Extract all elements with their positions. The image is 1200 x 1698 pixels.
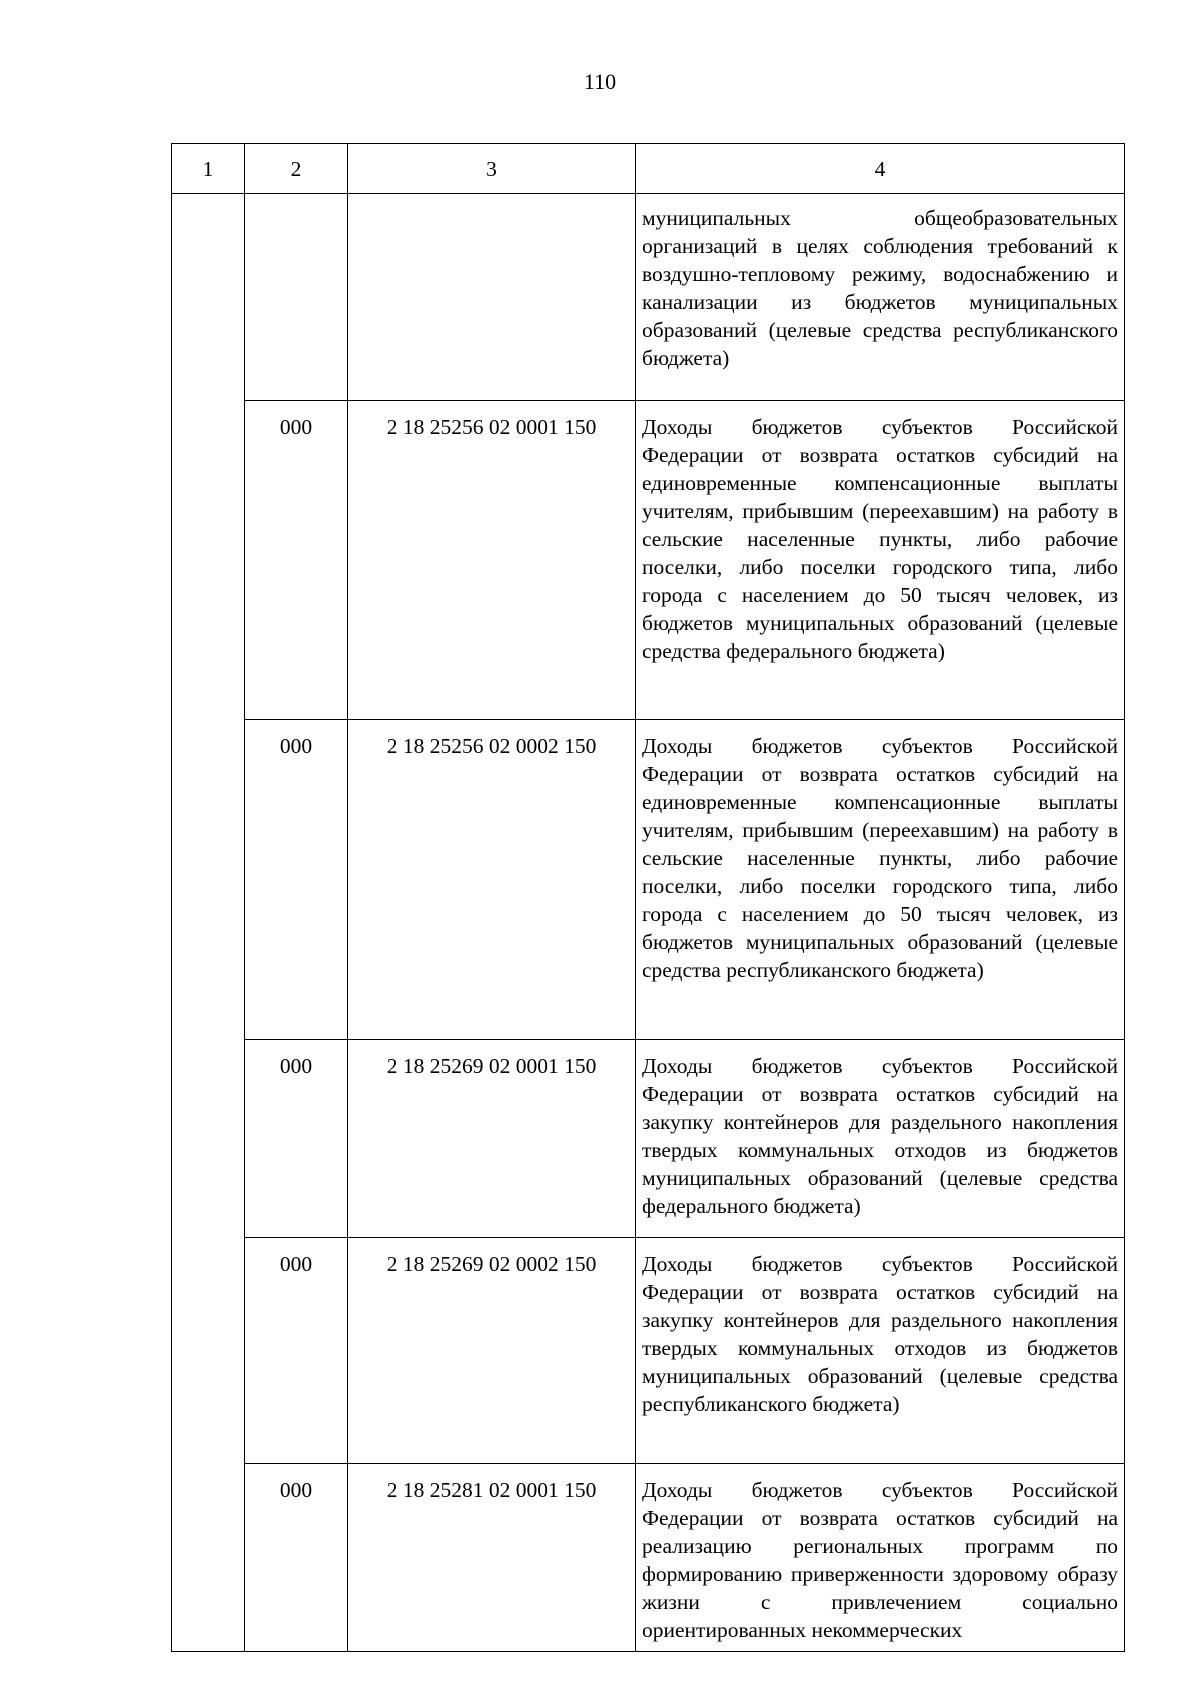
income-description-cell: Доходы бюджетов субъектов Российской Федерации от возврата остатков субсидий на единовременные компенсационные выплаты учителям, прибывшим (переехавшим) на работу в сельские населенные пункты, либо рабочие поселки, либо поселки городского типа, либо города с населением до 50 тысяч человек, из бюджетов муниципальных образований (целевые средства федерального бюджета) (636, 401, 1125, 720)
budget-income-table (171, 143, 1125, 1652)
table-header-row (172, 144, 1125, 194)
income-code-cell (348, 194, 636, 401)
header-col-1: 1 (172, 144, 245, 194)
header-col-4: 4 (636, 144, 1125, 194)
admin-code-cell: 000 (245, 1464, 348, 1652)
table-row (172, 194, 1125, 401)
income-description-cell: Доходы бюджетов субъектов Российской Федерации от возврата остатков субсидий на единовременные компенсационные выплаты учителям, прибывшим (переехавшим) на работу в сельские населенные пункты, либо рабочие поселки, либо поселки городского типа, либо города с населением до 50 тысяч человек, из бюджетов муниципальных образований (целевые средства республиканского бюджета) (636, 720, 1125, 1040)
income-code-cell: 2 18 25269 02 0001 150 (348, 1040, 636, 1238)
table-row (172, 1464, 1125, 1652)
income-code-cell: 2 18 25269 02 0002 150 (348, 1238, 636, 1464)
admin-code-cell: 000 (245, 401, 348, 720)
table-row (172, 401, 1125, 720)
income-code-cell: 2 18 25281 02 0001 150 (348, 1464, 636, 1652)
header-col-2: 2 (245, 144, 348, 194)
admin-code-cell: 000 (245, 720, 348, 1040)
income-description-cell: Доходы бюджетов субъектов Российской Федерации от возврата остатков субсидий на реализацию региональных программ по формированию приверженности здоровому образу жизни с привлечением социально ориентированных некоммерческих (636, 1464, 1125, 1652)
income-description-cell: Доходы бюджетов субъектов Российской Федерации от возврата остатков субсидий на закупку контейнеров для раздельного накопления твердых коммунальных отходов из бюджетов муниципальных образований (целевые средства федерального бюджета) (636, 1040, 1125, 1238)
table-row (172, 1040, 1125, 1238)
table-row (172, 720, 1125, 1040)
table-row (172, 1238, 1125, 1464)
admin-code-cell (245, 194, 348, 401)
income-code-cell: 2 18 25256 02 0002 150 (348, 720, 636, 1040)
income-description-cell: муниципальных общеобразовательных организаций в целях соблюдения требований к воздушно-тепловому режиму, водоснабжению и канализации из бюджетов муниципальных образований (целевые средства республиканского бюджета) (636, 194, 1125, 401)
income-code-cell: 2 18 25256 02 0001 150 (348, 401, 636, 720)
admin-code-cell: 000 (245, 1238, 348, 1464)
income-description-cell: Доходы бюджетов субъектов Российской Федерации от возврата остатков субсидий на закупку контейнеров для раздельного накопления твердых коммунальных отходов из бюджетов муниципальных образований (целевые средства республиканского бюджета) (636, 1238, 1125, 1464)
page-number: 110 (583, 69, 617, 94)
col-1-cell (172, 194, 245, 1652)
admin-code-cell: 000 (245, 1040, 348, 1238)
header-col-3: 3 (348, 144, 636, 194)
